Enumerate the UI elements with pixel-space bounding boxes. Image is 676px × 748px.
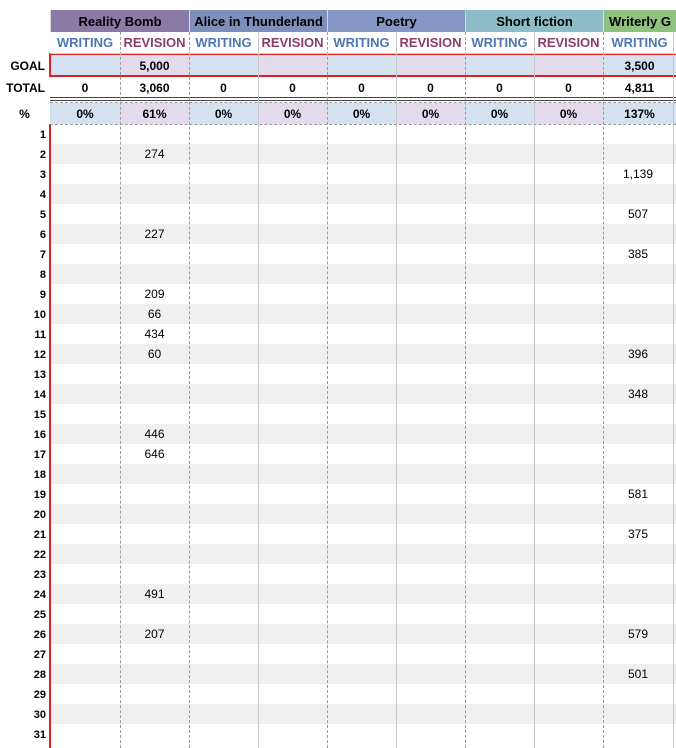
day-number: 9 — [39, 289, 46, 301]
project-header[interactable]: Poetry — [327, 10, 465, 32]
percent-row-border — [50, 102, 676, 103]
total-cell[interactable]: 0 — [358, 80, 365, 95]
day-number: 13 — [33, 369, 46, 381]
writerly-day-cell[interactable] — [603, 324, 673, 344]
day-number: 20 — [33, 509, 46, 521]
column-divider — [534, 32, 535, 748]
header-row-border — [50, 53, 676, 54]
writerly-day-cell[interactable] — [603, 604, 673, 624]
writerly-day-cell[interactable] — [603, 284, 673, 304]
writerly-day-cell[interactable] — [603, 684, 673, 704]
column-divider — [120, 32, 121, 748]
revision-day-cell[interactable] — [120, 704, 189, 724]
writerly-day-cell[interactable]: 507 — [627, 207, 649, 221]
revision-day-cell[interactable]: 446 — [144, 427, 165, 441]
column-divider — [673, 32, 674, 748]
day-number: 1 — [39, 129, 46, 141]
writerly-day-cell[interactable]: 385 — [627, 247, 649, 261]
revision-header[interactable]: REVISION — [261, 35, 324, 50]
column-divider — [327, 32, 328, 748]
day-number: 14 — [33, 389, 46, 401]
revision-day-cell[interactable]: 646 — [144, 447, 165, 461]
writerly-day-cell[interactable]: 579 — [627, 627, 649, 641]
writerly-day-cell[interactable]: 375 — [627, 527, 649, 541]
revision-day-cell[interactable] — [120, 264, 189, 284]
column-divider — [603, 32, 604, 748]
revision-day-cell[interactable]: 434 — [144, 327, 165, 341]
writerly-day-cell[interactable] — [603, 544, 673, 564]
project-header[interactable]: Reality Bomb — [50, 10, 189, 32]
revision-day-cell[interactable]: 227 — [144, 227, 165, 241]
day-number: 27 — [33, 649, 46, 661]
revision-day-cell[interactable] — [120, 244, 189, 264]
writing-header[interactable]: WRITING — [611, 35, 668, 50]
total-cell[interactable]: 0 — [220, 80, 227, 95]
day-number: 25 — [33, 609, 46, 621]
writerly-day-cell[interactable] — [603, 504, 673, 524]
revision-day-cell[interactable]: 207 — [144, 627, 165, 641]
day-number: 31 — [33, 729, 46, 741]
writerly-day-cell[interactable] — [603, 304, 673, 324]
writerly-day-cell[interactable] — [603, 424, 673, 444]
day-number: 24 — [33, 589, 46, 601]
project-header[interactable]: Alice in Thunderland — [189, 10, 327, 32]
day-number: 7 — [39, 249, 46, 261]
writerly-day-cell[interactable]: 396 — [627, 347, 649, 361]
writerly-day-cell[interactable] — [603, 184, 673, 204]
revision-day-cell[interactable] — [120, 664, 189, 684]
revision-day-cell[interactable] — [120, 364, 189, 384]
revision-day-cell[interactable] — [120, 464, 189, 484]
percent-cell[interactable]: 0% — [189, 103, 258, 124]
writerly-day-cell[interactable] — [603, 264, 673, 284]
percent-row-border — [50, 124, 676, 125]
day-number: 16 — [33, 429, 46, 441]
percent-cell[interactable]: 0% — [258, 103, 327, 124]
goal-label: GOAL — [10, 58, 45, 73]
day-number: 29 — [33, 689, 46, 701]
percent-cell[interactable]: 0% — [327, 103, 396, 124]
day-number: 19 — [33, 489, 46, 501]
revision-day-cell[interactable] — [120, 564, 189, 584]
day-number: 23 — [33, 569, 46, 581]
writerly-day-cell[interactable] — [603, 364, 673, 384]
day-number: 3 — [39, 169, 46, 181]
revision-day-cell[interactable] — [120, 164, 189, 184]
day-number: 22 — [33, 549, 46, 561]
revision-day-cell[interactable] — [120, 604, 189, 624]
writerly-day-cell[interactable]: 501 — [627, 667, 649, 681]
column-divider — [396, 32, 397, 748]
day-number: 2 — [39, 149, 46, 161]
revision-day-cell[interactable]: 66 — [147, 307, 162, 321]
revision-header[interactable]: REVISION — [123, 35, 186, 50]
percent-cell[interactable]: 0% — [465, 103, 534, 124]
writerly-day-cell[interactable]: 1,139 — [622, 167, 654, 181]
writerly-day-cell[interactable] — [603, 404, 673, 424]
day-number: 10 — [33, 309, 46, 321]
goal-cell[interactable]: 3,500 — [603, 55, 676, 76]
day-number: 8 — [39, 269, 46, 281]
revision-day-cell[interactable] — [120, 484, 189, 504]
total-cell[interactable]: 0 — [427, 80, 434, 95]
writing-header[interactable]: WRITING — [333, 35, 390, 50]
writing-header[interactable]: WRITING — [471, 35, 528, 50]
revision-day-cell[interactable]: 274 — [144, 147, 165, 161]
total-cell[interactable]: 0 — [289, 80, 296, 95]
revision-day-cell[interactable]: 209 — [144, 287, 165, 301]
revision-day-cell[interactable] — [120, 544, 189, 564]
total-cell[interactable]: 3,060 — [139, 80, 170, 95]
writerly-day-cell[interactable] — [603, 224, 673, 244]
revision-day-cell[interactable] — [120, 124, 189, 144]
writerly-day-cell[interactable] — [603, 584, 673, 604]
project-header[interactable]: Writerly G — [603, 10, 676, 32]
writerly-day-cell[interactable] — [603, 724, 673, 744]
revision-day-cell[interactable]: 60 — [147, 347, 162, 361]
column-divider — [189, 32, 190, 748]
revision-day-cell[interactable] — [120, 504, 189, 524]
total-cell[interactable]: 0 — [565, 80, 572, 95]
project-header[interactable]: Short fiction — [465, 10, 603, 32]
total-underline — [50, 97, 676, 101]
percent-cell[interactable]: 0% — [396, 103, 465, 124]
day-number: 21 — [33, 529, 46, 541]
day-number: 15 — [33, 409, 46, 421]
writerly-day-cell[interactable] — [603, 144, 673, 164]
writerly-day-cell[interactable] — [603, 644, 673, 664]
revision-day-cell[interactable]: 491 — [144, 587, 165, 601]
writerly-day-cell[interactable] — [603, 704, 673, 724]
revision-header[interactable]: REVISION — [399, 35, 462, 50]
day-column-border — [49, 124, 51, 748]
day-number: 28 — [33, 669, 46, 681]
writerly-day-cell[interactable]: 348 — [627, 387, 649, 401]
revision-day-cell[interactable] — [120, 204, 189, 224]
goal-cell[interactable]: 5,000 — [120, 55, 189, 76]
day-number: 18 — [33, 469, 46, 481]
writing-header[interactable]: WRITING — [195, 35, 252, 50]
day-number: 5 — [39, 209, 46, 221]
day-number: 6 — [39, 229, 46, 241]
day-number: 30 — [33, 709, 46, 721]
goal-row-highlight — [49, 53, 676, 77]
revision-day-cell[interactable] — [120, 684, 189, 704]
revision-header[interactable]: REVISION — [537, 35, 600, 50]
revision-day-cell[interactable] — [120, 184, 189, 204]
writerly-day-cell[interactable]: 581 — [627, 487, 649, 501]
day-number: 26 — [33, 629, 46, 641]
writerly-day-cell[interactable] — [603, 444, 673, 464]
revision-day-cell[interactable] — [120, 724, 189, 744]
column-divider — [465, 32, 466, 748]
revision-day-cell[interactable] — [120, 404, 189, 424]
writerly-day-cell[interactable] — [603, 564, 673, 584]
total-label: TOTAL — [6, 80, 45, 95]
percent-cell[interactable]: 0% — [50, 103, 120, 124]
writing-header[interactable]: WRITING — [56, 35, 114, 50]
day-number: 12 — [33, 349, 46, 361]
day-number: 4 — [39, 189, 46, 201]
total-cell[interactable]: 0 — [496, 80, 503, 95]
percent-cell[interactable]: 0% — [534, 103, 603, 124]
total-cell[interactable]: 4,811 — [624, 80, 655, 95]
column-divider — [258, 32, 259, 748]
revision-day-cell[interactable] — [120, 644, 189, 664]
percent-cell[interactable]: 61% — [120, 103, 189, 124]
percent-cell[interactable]: 137% — [603, 103, 676, 124]
writerly-day-cell[interactable] — [603, 124, 673, 144]
writerly-day-cell[interactable] — [603, 464, 673, 484]
revision-day-cell[interactable] — [120, 524, 189, 544]
day-number: 11 — [34, 329, 46, 341]
total-cell[interactable]: 0 — [81, 80, 89, 95]
revision-day-cell[interactable] — [120, 384, 189, 404]
day-number: 17 — [33, 449, 46, 461]
percent-label: % — [19, 106, 30, 121]
